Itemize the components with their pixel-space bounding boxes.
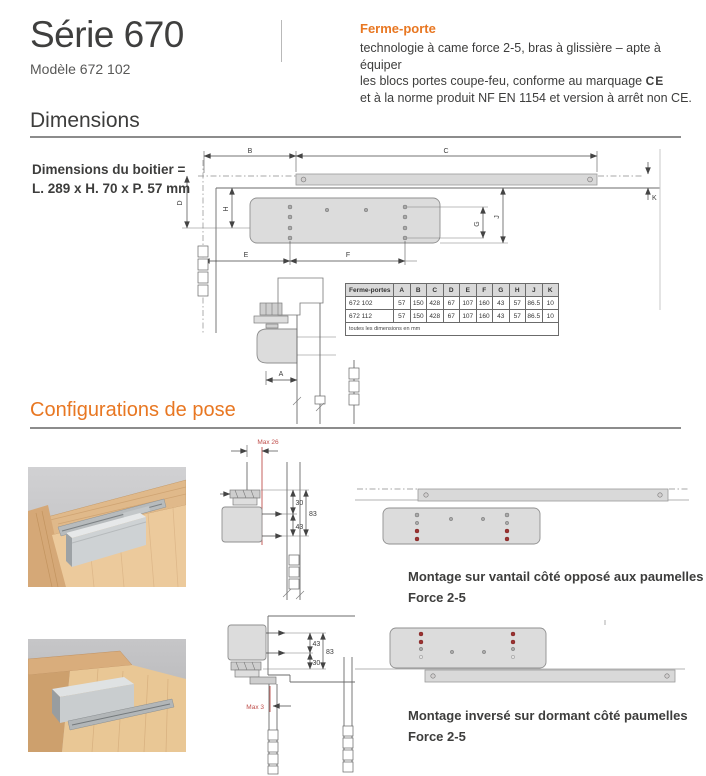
table-cell: 672 112 [346, 310, 394, 323]
config-2-front-view [355, 618, 706, 690]
description-line-2: les blocs portes coupe-feu, conforme au marquage [360, 74, 643, 88]
config-1-caption-line-1: Montage sur vantail côté opposé aux paumelles [408, 569, 704, 584]
table-footnote: toutes les dimensions en mm [346, 323, 559, 336]
table-cell: 67 [443, 310, 460, 323]
closer-body-plan [250, 198, 440, 243]
photo-2-illustration [28, 639, 186, 752]
box-note-line-1: Dimensions du boitier = [32, 162, 186, 177]
photo-closer-on-door-leaf [28, 467, 186, 592]
table-cell: 57 [394, 310, 411, 323]
table-cell: 57 [509, 297, 526, 310]
config-1-section-drawing [205, 435, 345, 615]
dim-E-F [203, 241, 417, 265]
slide-rail-plan [198, 174, 644, 185]
slide-rail [418, 489, 668, 501]
config-1-dim-83: 83 [309, 511, 317, 518]
config-2-dim-43: 43 [312, 641, 321, 648]
max-3-label: Max 3 [246, 704, 264, 711]
table-cell: 86.5 [526, 310, 543, 323]
table-cell: 107 [460, 310, 477, 323]
slide-rail [425, 670, 675, 682]
dim-label-G: G [474, 221, 481, 227]
table-header-cell: B [410, 284, 427, 297]
description-line-1: technologie à came force 2-5, bras à glissière – apte à équiper [360, 41, 661, 72]
header-block [30, 14, 184, 77]
table-cell: 43 [493, 310, 510, 323]
header-divider [281, 20, 282, 62]
table-header-cell: A [394, 284, 411, 297]
table-header-cell: D [443, 284, 460, 297]
page-title: Série 670 [30, 14, 184, 55]
table-footnote-row [346, 323, 559, 336]
dim-label-A: A [278, 371, 284, 378]
config-1-caption [408, 566, 703, 608]
table-cell: 150 [410, 310, 427, 323]
config-1-dim-30: 30 [295, 500, 304, 507]
ce-mark: CE [645, 74, 665, 88]
dim-label-H: H [223, 206, 230, 212]
configurations-heading: Configurations de pose [30, 399, 236, 421]
closer-body-section [228, 625, 285, 660]
slide-channel-section [231, 662, 276, 684]
config-1-front-view [355, 470, 706, 580]
config-1-caption-line-2: Force 2-5 [408, 590, 466, 605]
config-2-caption-line-2: Force 2-5 [408, 729, 466, 744]
closer-body-front [383, 508, 540, 544]
table-header-cell: J [526, 284, 543, 297]
dim-label-C: C [443, 148, 449, 155]
table-header-cell: F [476, 284, 493, 297]
closer-body-section [222, 507, 282, 542]
dimensions-table [345, 283, 559, 336]
config-1-dimensions [261, 490, 317, 536]
config-2-dim-30: 30 [312, 660, 321, 667]
product-intro [360, 21, 695, 106]
config-2-section-drawing [205, 612, 355, 776]
table-header-cell: H [509, 284, 526, 297]
table-cell: 67 [443, 297, 460, 310]
section-view [254, 278, 359, 424]
config-1-dim-43: 43 [295, 524, 304, 531]
product-description [360, 40, 695, 106]
table-header-cell: E [460, 284, 477, 297]
table-cell: 86.5 [526, 297, 543, 310]
box-note-line-2: L. 289 x H. 70 x P. 57 mm [32, 181, 191, 196]
photo-1-illustration [28, 467, 186, 587]
dim-label-D: D [177, 200, 184, 206]
config-2-dim-83: 83 [326, 649, 334, 656]
table-cell: 43 [493, 297, 510, 310]
dim-label-B: B [247, 148, 253, 155]
hinge-symbols [268, 657, 353, 774]
table-cell: 10 [542, 297, 559, 310]
dim-K [648, 162, 657, 202]
hinge-symbol-left [198, 246, 208, 296]
dimensions-heading: Dimensions [30, 109, 140, 132]
dim-label-J: J [494, 215, 501, 219]
configurations-rule [30, 427, 681, 429]
box-dimensions-note [32, 160, 190, 198]
closer-body-front [390, 628, 546, 668]
table-cell: 428 [427, 310, 444, 323]
table-header-cell: Ferme-portes [346, 284, 394, 297]
table-cell: 57 [394, 297, 411, 310]
table-cell: 150 [410, 297, 427, 310]
table-header-cell: C [427, 284, 444, 297]
table-row [346, 297, 559, 310]
description-line-3: et à la norme produit NF EN 1154 et version à arrêt non CE. [360, 90, 692, 105]
dim-label-K: K [652, 195, 657, 202]
table-cell: 160 [476, 310, 493, 323]
product-name: Ferme-porte [360, 21, 436, 36]
table-cell: 57 [509, 310, 526, 323]
dim-label-F: F [345, 252, 351, 259]
table-cell: 10 [542, 310, 559, 323]
table-header-cell: K [542, 284, 559, 297]
table-header-row [346, 284, 559, 297]
table-row [346, 310, 559, 323]
table-cell: 160 [476, 297, 493, 310]
dim-label-E: E [243, 252, 249, 259]
config-2-dimensions [263, 633, 334, 669]
table-header-cell: G [493, 284, 510, 297]
frame-profile [268, 616, 355, 682]
table-cell: 672 102 [346, 297, 394, 310]
hinge-symbol [283, 555, 304, 599]
model-subtitle: Modèle 672 102 [30, 61, 131, 77]
top-dimension-lines [204, 148, 597, 173]
table-cell: 428 [427, 297, 444, 310]
config-2-caption [408, 705, 688, 747]
photo-closer-on-frame [28, 639, 186, 757]
table-cell: 107 [460, 297, 477, 310]
config-2-caption-line-1: Montage inversé sur dormant côté paumelles [408, 708, 688, 723]
dimensions-rule [30, 136, 681, 138]
slide-channel-section [220, 490, 260, 505]
max-26-label: Max 26 [257, 439, 279, 446]
